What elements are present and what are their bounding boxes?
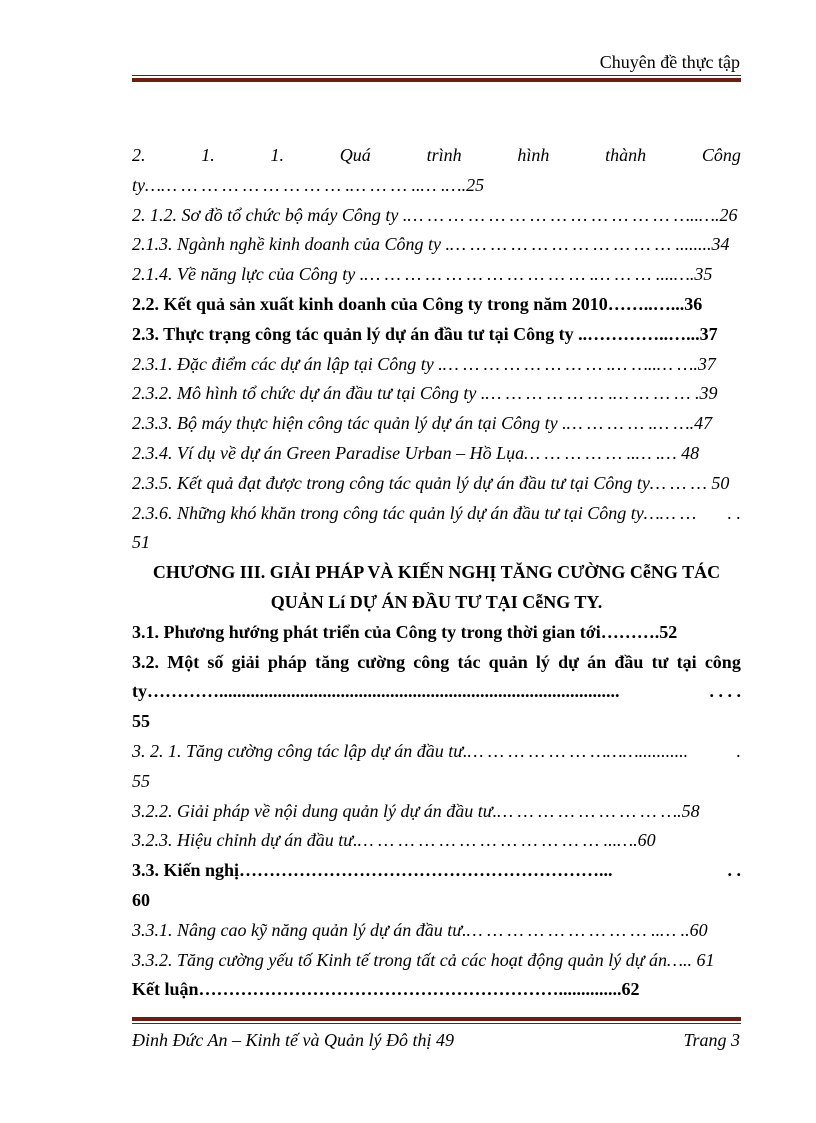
chapter-3-title-line1: CHƯƠNG III. GIẢI PHÁP VÀ KIẾN NGHỊ TĂNG CƯỜNG CễNG TÁC bbox=[152, 562, 721, 583]
item-211-word: thành bbox=[605, 145, 647, 165]
item-32-word: quản bbox=[488, 651, 528, 672]
toc-item-2-1-2: 2. 1.2. Sơ đồ tổ chức bộ máy Công ty .… … … … … … … … … … … … … …..….26 bbox=[132, 204, 738, 225]
table-of-contents bbox=[132, 141, 741, 1005]
toc-item-3-3-2: 3.3.2. Tăng cường yếu tố Kinh tế trong tất cả các hoạt động quản lý dự án….. 61 bbox=[132, 949, 715, 970]
item-32-word: tư bbox=[651, 651, 669, 672]
toc-item-2-1-3: 2.1.3. Ngành nghề kinh doanh của Công ty .… … … … … … … … … … … ........34 bbox=[132, 234, 730, 255]
item-32-word: dự bbox=[558, 651, 579, 672]
item-32-word: tăng bbox=[315, 651, 350, 672]
toc-item-2-3-6-page: 51 bbox=[132, 532, 150, 553]
item-32-word: giải bbox=[231, 651, 260, 672]
item-32-word: số bbox=[207, 651, 224, 672]
footer-rule bbox=[132, 1017, 741, 1024]
toc-item-3-2-cont-dots: . . . . bbox=[709, 681, 741, 702]
toc-item-2-1-1 bbox=[132, 141, 741, 171]
item-211-word: 1. bbox=[270, 145, 285, 165]
toc-item-2-2: 2.2. Kết quả sản xuất kinh doanh của Công ty trong năm 2010……..…...36 bbox=[132, 293, 703, 314]
item-211-word: trình bbox=[426, 145, 462, 165]
item-32-word: công bbox=[704, 651, 741, 672]
item-32-word: đầu bbox=[614, 651, 644, 672]
toc-item-3-3-dots: . . bbox=[727, 860, 741, 881]
item-32-word: pháp bbox=[267, 651, 307, 672]
item-211-word: Công bbox=[701, 145, 741, 165]
item-32-word: tác bbox=[457, 651, 481, 672]
toc-item-3-2 bbox=[132, 648, 741, 678]
toc-item-2-3-2: 2.3.2. Mô hình tổ chức dự án đầu tư tại Công ty .… … … … … … .… … … … .39 bbox=[132, 383, 718, 404]
toc-item-2-3-6 bbox=[132, 499, 741, 529]
footer-author: Đinh Đức An – Kinh tế và Quản lý Đô thị 49 bbox=[132, 1030, 454, 1050]
item-32-word: Một bbox=[167, 651, 200, 672]
page-number: Trang 3 bbox=[683, 1030, 740, 1050]
toc-item-3-2-3: 3.2.3. Hiệu chỉnh dự án đầu tư.… … … … … … … … … … … … ...….60 bbox=[132, 830, 656, 851]
header-title: Chuyên đề thực tập bbox=[599, 52, 740, 72]
toc-item-3-2-cont bbox=[132, 677, 741, 707]
toc-item-2-3-6-dots: . . bbox=[727, 502, 741, 523]
item-211-word: Quá bbox=[339, 145, 371, 165]
toc-item-3-3 bbox=[132, 856, 741, 886]
toc-item-2-3-1: 2.3.1. Đặc điểm các dự án lập tại Công ty .… … … … … … … … .… …..… ….37 bbox=[132, 353, 716, 374]
item-32-word: 3.2. bbox=[132, 651, 159, 672]
toc-item-2-3-3: 2.3.3. Bộ máy thực hiện công tác quản lý dự án tại Công ty .… … … … .… ….47 bbox=[132, 413, 713, 434]
toc-item-3-2-1-text: 3. 2. 1. Tăng cường công tác lập dự án đầu tư.… … … … … … ………........... bbox=[132, 740, 689, 761]
toc-item-3-1: 3.1. Phương hướng phát triển của Công ty trong thời gian tới……….52 bbox=[132, 621, 678, 642]
toc-item-3-3-1: 3.3.1. Nâng cao kỹ năng quản lý dự án đầu tư.… … … … … … … … … ..… ..60 bbox=[132, 919, 708, 940]
item-211-word: 1. bbox=[201, 145, 215, 165]
toc-item-3-3-page: 60 bbox=[132, 889, 150, 910]
toc-item-3-2-1-page: 55 bbox=[132, 770, 150, 791]
item-32-word: lý bbox=[535, 651, 550, 672]
item-32-word: án bbox=[587, 651, 607, 672]
toc-item-2-1-4: 2.1.4. Về năng lực của Công ty .… … … … … … … … … … … .… … … ....….35 bbox=[132, 264, 713, 285]
toc-item-2-3-5: 2.3.5. Kết quả đạt được trong công tác quản lý dự án đầu tư tại Công ty… … … 50 bbox=[132, 472, 730, 493]
toc-item-3-2-cont-text: ty…………......................................................................................... bbox=[132, 681, 620, 702]
toc-item-3-3-text: 3.3. Kiến nghị……………………………………………………... bbox=[132, 860, 613, 881]
item-211-word: 2. bbox=[132, 145, 146, 165]
chapter-3-title-line2: QUẢN Lí DỰ ÁN ĐẦU TƯ TẠI CễNG TY. bbox=[270, 591, 603, 612]
toc-item-3-2-1 bbox=[132, 737, 741, 767]
toc-item-2-3-6-text: 2.3.6. Những khó khăn trong công tác quản lý dự án đầu tư tại Công ty…… … bbox=[132, 502, 697, 523]
toc-item-2-3-4: 2.3.4. Ví dụ về dự án Green Paradise Urban – Hồ Lụa… … … … … ..… .… 48 bbox=[132, 442, 700, 463]
toc-item-3-2-2: 3.2.2. Giải pháp về nội dung quản lý dự án đầu tư.… … … … … … … … ….58 bbox=[132, 800, 700, 821]
item-32-word: công bbox=[413, 651, 450, 672]
toc-item-conclusion: Kết luận……………………………………………………..............62 bbox=[132, 979, 640, 1000]
item-211-word: hình bbox=[517, 145, 550, 165]
toc-item-2-1-1-cont: ty…… … … … … … … … … .… … … ..… .….25 bbox=[132, 174, 485, 195]
toc-item-3-2-page: 55 bbox=[132, 711, 150, 732]
toc-item-2-3: 2.3. Thực trạng công tác quản lý dự án đầu tư tại Công ty ..…………..…...37 bbox=[132, 323, 718, 344]
item-32-word: cường bbox=[357, 651, 406, 672]
item-32-word: tại bbox=[676, 651, 697, 672]
toc-item-3-2-1-dot: . bbox=[736, 740, 741, 761]
header-rule bbox=[132, 75, 741, 82]
